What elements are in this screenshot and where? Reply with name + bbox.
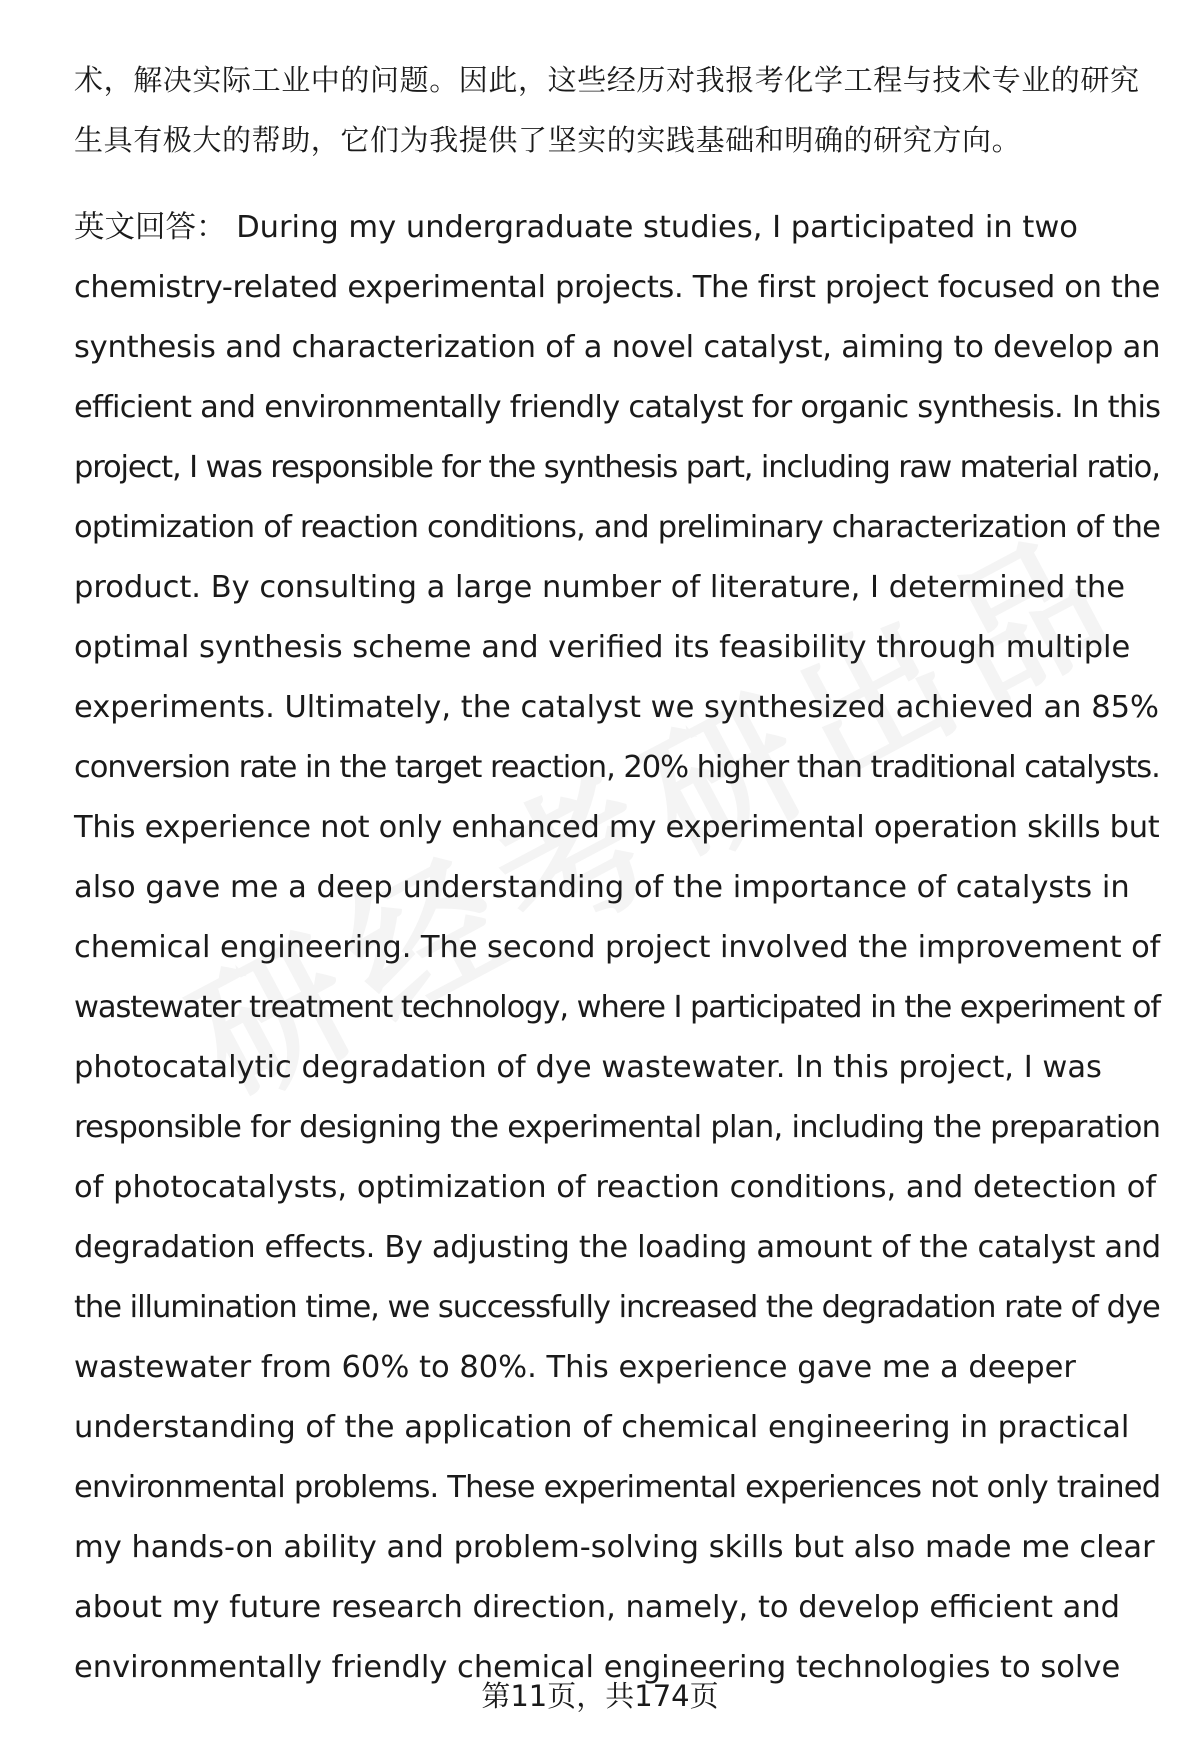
text-line: optimization of reaction conditions, and preliminary characterization of the: [74, 510, 1161, 545]
text-line: efficient and environmentally friendly catalyst for organic synthesis. In this: [74, 390, 1161, 425]
text-line: optimal synthesis scheme and verified its feasibility through multiple: [74, 630, 1131, 665]
text-line: also gave me a deep understanding of the importance of catalysts in: [74, 870, 1130, 905]
page-number-footer: 第11页，共174页: [481, 1679, 719, 1713]
text-line: synthesis and characterization of a novel catalyst, aiming to develop an: [74, 330, 1161, 365]
text-line: degradation effects. By adjusting the loading amount of the catalyst and: [74, 1230, 1161, 1265]
text-line: conversion rate in the target reaction, 20% higher than traditional catalysts.: [74, 750, 1160, 785]
text-line: photocatalytic degradation of dye wastewater. In this project, I was: [74, 1050, 1102, 1085]
text-line: experiments. Ultimately, the catalyst we synthesized achieved an 85%: [74, 690, 1159, 725]
text-line: wastewater from 60% to 80%. This experience gave me a deeper: [74, 1350, 1076, 1385]
text-line: wastewater treatment technology, where I participated in the experiment of: [74, 990, 1160, 1025]
text-line: my hands-on ability and problem-solving skills but also made me clear: [74, 1530, 1155, 1565]
text-line: responsible for designing the experimental plan, including the preparation: [74, 1110, 1161, 1145]
text-line: about my future research direction, namely, to develop efficient and: [74, 1590, 1121, 1625]
text-line: 术，解决实际工业中的问题。因此，这些经历对我报考化学工程与技术专业的研究: [74, 63, 1140, 97]
text-line: environmentally friendly chemical engineering technologies to solve: [74, 1650, 1121, 1685]
text-line: product. By consulting a large number of literature, I determined the: [74, 570, 1125, 605]
text-line: project, I was responsible for the synthesis part, including raw material ratio,: [74, 450, 1160, 485]
text-line: chemical engineering. The second project involved the improvement of: [74, 930, 1161, 965]
text-line: of photocatalysts, optimization of reaction conditions, and detection of: [74, 1170, 1157, 1205]
text-line: the illumination time, we successfully increased the degradation rate of dye: [74, 1290, 1160, 1325]
text-line: This experience not only enhanced my experimental operation skills but: [74, 810, 1160, 845]
text-line: chemistry-related experimental projects. The first project focused on the: [74, 270, 1160, 305]
text-line: understanding of the application of chemical engineering in practical: [74, 1410, 1130, 1445]
text-line: 英文回答： During my undergraduate studies, I participated in two: [74, 210, 1078, 245]
text-line: 生具有极大的帮助，它们为我提供了坚实的实践基础和明确的研究方向。: [74, 123, 1022, 157]
text-line: environmental problems. These experimental experiences not only trained: [74, 1470, 1161, 1505]
